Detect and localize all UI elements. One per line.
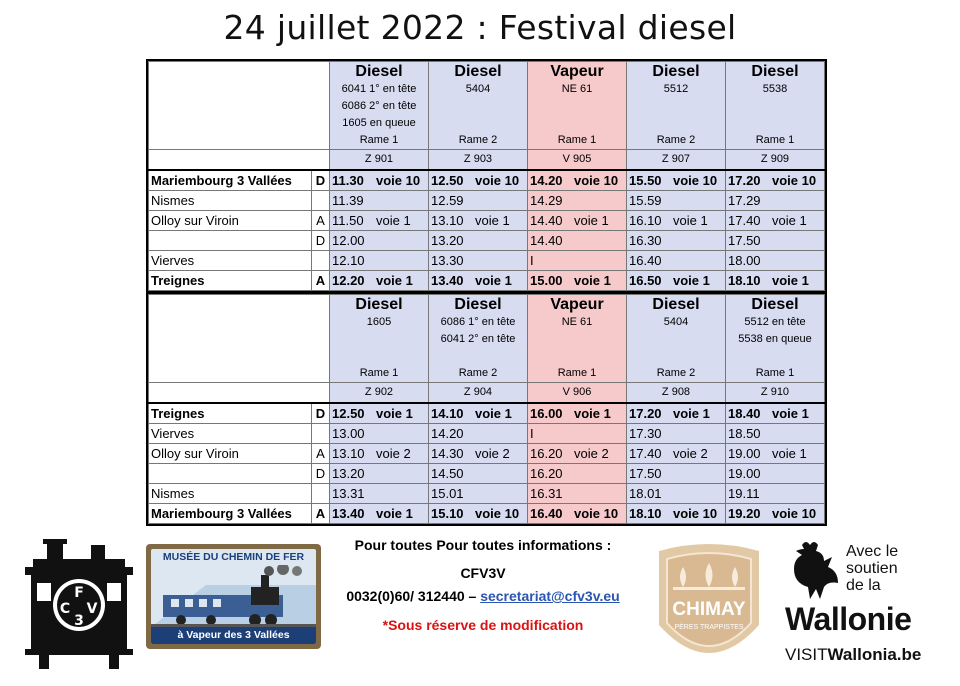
locomotive-icon (151, 565, 316, 627)
train-number: Z 910 (726, 383, 825, 404)
track-value: voie 1 (772, 273, 809, 288)
table-row (149, 271, 825, 291)
rame-label: Rame 2 (458, 134, 498, 146)
museum-logo-title: MUSÉE DU CHEMIN DE FER (162, 551, 305, 563)
time-value: 19.00 (728, 466, 761, 481)
schedule-cell (429, 170, 528, 191)
traction-type: Diesel (751, 63, 799, 80)
locomotive-detail: 1605 (366, 316, 392, 328)
time-value: 18.40 (728, 406, 761, 421)
time-value: 16.10 (629, 213, 662, 228)
locomotive-detail: 6086 1° en tête (440, 316, 516, 328)
schedule-cell (627, 170, 726, 191)
track-value: voie 1 (772, 406, 809, 421)
museum-logo-subtitle: à Vapeur des 3 Vallées (151, 627, 316, 644)
locomotive-detail (530, 98, 624, 115)
schedule-cell (429, 211, 528, 231)
schedule-cell (627, 424, 726, 444)
locomotive-detail (530, 331, 624, 348)
rame-label: Rame 2 (656, 134, 696, 146)
time-value: I (530, 253, 534, 268)
schedule-cell (528, 403, 627, 424)
train-number: V 906 (528, 383, 627, 404)
locomotive-detail: 6086 2° en tête (341, 100, 417, 112)
locomotive-detail (629, 115, 723, 132)
time-value: 12.50 (431, 173, 464, 188)
rame-label: Rame 1 (359, 134, 399, 146)
schedule-cell (330, 484, 429, 504)
schedule-cell (429, 251, 528, 271)
train-number: Z 908 (627, 383, 726, 404)
track-value: voie 1 (475, 213, 510, 228)
locomotive-detail: 5404 (465, 83, 491, 95)
station-name: Mariembourg 3 Vallées (149, 170, 312, 191)
chimay-subtitle: PÈRES TRAPPISTES (674, 624, 744, 631)
arrival-departure-flag (312, 251, 330, 271)
train-header (330, 62, 429, 150)
header-blank (149, 295, 330, 383)
time-value: 12.10 (332, 253, 365, 268)
locomotive-detail (728, 98, 822, 115)
schedule-cell (726, 231, 825, 251)
schedule-cell (627, 464, 726, 484)
train-header (528, 62, 627, 150)
train-number: Z 903 (429, 150, 528, 171)
table-row (149, 464, 825, 484)
locomotive-detail: 6041 1° en tête (341, 83, 417, 95)
track-value: voie 1 (376, 506, 413, 521)
locomotive-detail: 5404 (663, 316, 689, 328)
track-value: voie 10 (772, 506, 817, 521)
locomotive-detail (431, 98, 525, 115)
arrival-departure-flag (312, 191, 330, 211)
track-value: voie 1 (475, 406, 512, 421)
locomotive-detail (431, 115, 525, 132)
arrival-departure-flag: D (312, 231, 330, 251)
cfv3v-logo (25, 537, 133, 669)
schedule-cell (528, 191, 627, 211)
station-name (149, 231, 312, 251)
time-value: 17.30 (629, 426, 662, 441)
table-row (149, 231, 825, 251)
wallonie-support-text: Avec le soutien de la (846, 543, 899, 594)
schedule-cell (726, 403, 825, 424)
schedule-cell (429, 191, 528, 211)
info-heading: Pour toutes Pour toutes informations : (354, 537, 612, 553)
train-number: Z 901 (330, 150, 429, 171)
time-value: 14.10 (431, 406, 464, 421)
track-value: voie 1 (673, 273, 710, 288)
time-value: 16.50 (629, 273, 662, 288)
rame-label: Rame 1 (557, 367, 597, 379)
schedule-cell (627, 251, 726, 271)
arrival-departure-flag (312, 484, 330, 504)
time-value: 11.39 (332, 193, 364, 208)
chimay-logo (653, 541, 765, 668)
traction-type: Diesel (454, 296, 502, 313)
train-number: Z 907 (627, 150, 726, 171)
header-blank (149, 62, 330, 150)
time-value: 14.40 (530, 233, 563, 248)
schedule-cell (429, 464, 528, 484)
track-value: voie 1 (772, 446, 807, 461)
traction-type: Diesel (355, 63, 403, 80)
schedule-cell (528, 170, 627, 191)
locomotive-detail (629, 331, 723, 348)
time-value: 13.20 (431, 233, 464, 248)
track-value: voie 1 (475, 273, 512, 288)
track-value: voie 10 (673, 506, 718, 521)
rame-label: Rame 1 (359, 367, 399, 379)
org-name: CFV3V (460, 565, 506, 581)
traction-type: Diesel (652, 63, 700, 80)
arrival-departure-flag: A (312, 504, 330, 524)
time-value: 18.10 (629, 506, 662, 521)
locomotive-detail (629, 348, 723, 365)
email-link[interactable]: secretariat@cfv3v.eu (480, 588, 620, 604)
track-value: voie 2 (376, 446, 411, 461)
train-header (429, 295, 528, 383)
schedule-cell (528, 444, 627, 464)
traction-type: Diesel (652, 296, 700, 313)
time-value: 18.50 (728, 426, 761, 441)
arrival-departure-flag: A (312, 444, 330, 464)
schedule-cell (726, 191, 825, 211)
schedule-cell (330, 231, 429, 251)
schedule-cell (627, 444, 726, 464)
time-value: 14.20 (530, 173, 563, 188)
time-value: 13.40 (431, 273, 464, 288)
disclaimer-notice: *Sous réserve de modification (382, 617, 584, 633)
svg-text:F: F (74, 585, 84, 601)
schedule-cell (726, 170, 825, 191)
train-header (330, 295, 429, 383)
schedule-cell (528, 211, 627, 231)
wallonie-logo (778, 537, 958, 677)
time-value: 16.31 (530, 486, 563, 501)
schedule-cell (330, 464, 429, 484)
schedule-cell (330, 444, 429, 464)
schedule-cell (726, 211, 825, 231)
schedule-cell (330, 170, 429, 191)
track-value: voie 10 (574, 173, 619, 188)
schedule-cell (429, 231, 528, 251)
train-header (429, 62, 528, 150)
schedule-cell (429, 504, 528, 524)
table-row (149, 403, 825, 424)
schedule-cell (726, 504, 825, 524)
time-value: 18.00 (728, 253, 761, 268)
locomotive-detail: 1605 en queue (342, 117, 416, 129)
arrival-departure-flag: D (312, 170, 330, 191)
station-name: Vierves (149, 424, 312, 444)
track-value: voie 10 (376, 173, 421, 188)
train-header (528, 295, 627, 383)
track-value: voie 1 (673, 406, 710, 421)
train-header (627, 295, 726, 383)
time-value: 16.20 (530, 466, 563, 481)
rame-label: Rame 1 (755, 134, 795, 146)
time-value: 16.40 (530, 506, 563, 521)
station-name (149, 464, 312, 484)
schedule-cell (627, 484, 726, 504)
time-value: 17.29 (728, 193, 761, 208)
track-value: voie 10 (772, 173, 817, 188)
locomotive-detail (728, 115, 822, 132)
time-value: 15.01 (431, 486, 464, 501)
station-name: Nismes (149, 191, 312, 211)
time-value: 17.50 (728, 233, 761, 248)
time-value: 17.40 (629, 446, 662, 461)
track-value: voie 2 (475, 446, 510, 461)
time-value: 15.00 (530, 273, 563, 288)
time-value: 15.59 (629, 193, 662, 208)
locomotive-detail: 6041 2° en tête (440, 333, 516, 345)
time-value: 17.40 (728, 213, 761, 228)
time-value: 15.10 (431, 506, 464, 521)
locomotive-detail (431, 348, 525, 365)
arrival-departure-flag: D (312, 464, 330, 484)
station-name: Nismes (149, 484, 312, 504)
time-value: 13.31 (332, 486, 365, 501)
schedule-cell (726, 271, 825, 291)
track-value: voie 2 (574, 446, 609, 461)
contact-line (327, 588, 639, 604)
train-number: V 905 (528, 150, 627, 171)
rame-label: Rame 1 (557, 134, 597, 146)
schedule-cell (627, 211, 726, 231)
time-value: 16.30 (629, 233, 662, 248)
station-name: Treignes (149, 271, 312, 291)
svg-text:3: 3 (74, 613, 84, 629)
time-value: 18.10 (728, 273, 761, 288)
track-value: voie 10 (475, 173, 520, 188)
time-value: 16.40 (629, 253, 662, 268)
locomotive-detail: 5512 en tête (744, 316, 806, 328)
track-value: voie 1 (574, 406, 611, 421)
table-row (149, 484, 825, 504)
time-value: 14.30 (431, 446, 464, 461)
station-name: Olloy sur Viroin (149, 444, 312, 464)
contact-info (327, 537, 639, 633)
chimay-name: CHIMAY (672, 599, 746, 620)
locomotive-detail (530, 115, 624, 132)
locomotive-detail (629, 98, 723, 115)
track-value: voie 1 (574, 213, 609, 228)
schedule-cell (429, 403, 528, 424)
header-row (149, 295, 825, 383)
time-value: 19.00 (728, 446, 761, 461)
schedule-cell (330, 424, 429, 444)
time-value: 13.20 (332, 466, 365, 481)
locomotive-detail (530, 348, 624, 365)
time-value: 11.30 (332, 173, 364, 188)
track-value: voie 1 (376, 213, 411, 228)
station-name: Treignes (149, 403, 312, 424)
table-row (149, 191, 825, 211)
schedule-cell (429, 484, 528, 504)
schedule-cell (726, 424, 825, 444)
time-value: 17.50 (629, 466, 662, 481)
svg-text:C: C (59, 601, 71, 617)
schedule-cell (528, 424, 627, 444)
locomotive-detail: 5512 (663, 83, 689, 95)
arrival-departure-flag: A (312, 211, 330, 231)
schedule-cell (330, 403, 429, 424)
time-value: 12.00 (332, 233, 365, 248)
train-header (726, 295, 825, 383)
time-value: 12.50 (332, 406, 365, 421)
schedule-cell (330, 504, 429, 524)
traction-type: Vapeur (550, 296, 604, 313)
schedule-cell (528, 271, 627, 291)
locomotive-detail: 5538 en queue (738, 333, 812, 345)
museum-logo (146, 544, 321, 649)
rooster-icon (782, 539, 842, 601)
time-value: 14.40 (530, 213, 563, 228)
schedule-cell (330, 211, 429, 231)
rame-label: Rame 2 (458, 367, 498, 379)
schedule-cell (330, 271, 429, 291)
track-value: voie 1 (376, 406, 413, 421)
time-value: 12.20 (332, 273, 365, 288)
time-value: I (530, 426, 534, 441)
schedule-cell (726, 444, 825, 464)
rame-label: Rame 2 (656, 367, 696, 379)
track-value: voie 2 (673, 446, 708, 461)
schedule-cell (627, 271, 726, 291)
table-row (149, 424, 825, 444)
time-value: 11.50 (332, 213, 364, 228)
time-value: 16.00 (530, 406, 563, 421)
phone-number: 0032(0)60/ 312440 – (346, 588, 477, 604)
schedule-cell (726, 464, 825, 484)
train-header (726, 62, 825, 150)
traction-type: Diesel (454, 63, 502, 80)
arrival-departure-flag: A (312, 271, 330, 291)
schedule-cell (528, 464, 627, 484)
rame-label: Rame 1 (755, 367, 795, 379)
time-value: 13.30 (431, 253, 464, 268)
train-header (627, 62, 726, 150)
schedule-cell (627, 191, 726, 211)
train-number-blank (149, 383, 330, 404)
train-number: Z 902 (330, 383, 429, 404)
table-row (149, 444, 825, 464)
timetable-outbound (148, 61, 825, 291)
time-value: 18.01 (629, 486, 662, 501)
station-name: Mariembourg 3 Vallées (149, 504, 312, 524)
traction-type: Diesel (355, 296, 403, 313)
time-value: 14.50 (431, 466, 464, 481)
schedule-cell (528, 504, 627, 524)
schedule-cell (726, 484, 825, 504)
arrival-departure-flag: D (312, 403, 330, 424)
locomotive-detail (728, 348, 822, 365)
track-value: voie 1 (673, 213, 708, 228)
station-name: Vierves (149, 251, 312, 271)
track-value: voie 10 (574, 506, 619, 521)
schedule-cell (726, 251, 825, 271)
locomotive-detail: 5538 (762, 83, 788, 95)
locomotive-detail: NE 61 (561, 316, 593, 328)
schedule-cell (627, 231, 726, 251)
locomotive-detail (332, 331, 426, 348)
schedule-cell (627, 403, 726, 424)
traction-type: Vapeur (550, 63, 604, 80)
table-row (149, 211, 825, 231)
time-value: 19.11 (728, 486, 760, 501)
time-value: 15.50 (629, 173, 662, 188)
time-value: 17.20 (629, 406, 662, 421)
schedule-cell (330, 251, 429, 271)
schedule-cell (429, 444, 528, 464)
schedule-cell (627, 504, 726, 524)
traction-type: Diesel (751, 296, 799, 313)
track-value: voie 1 (772, 213, 807, 228)
track-value: voie 10 (475, 506, 520, 521)
table-row (149, 170, 825, 191)
train-number: Z 909 (726, 150, 825, 171)
arrival-departure-flag (312, 424, 330, 444)
time-value: 14.20 (431, 426, 464, 441)
time-value: 16.20 (530, 446, 563, 461)
time-value: 19.20 (728, 506, 761, 521)
time-value: 14.29 (530, 193, 563, 208)
time-value: 13.00 (332, 426, 365, 441)
wallonie-name: Wallonie (785, 601, 912, 637)
schedule-cell (429, 424, 528, 444)
station-name: Olloy sur Viroin (149, 211, 312, 231)
visit-wallonia: VISITWallonia.be (785, 645, 922, 664)
header-row (149, 62, 825, 150)
table-row (149, 251, 825, 271)
locomotive-detail: NE 61 (561, 83, 593, 95)
page-title: 24 juillet 2022 : Festival diesel (223, 8, 737, 47)
schedule-cell (528, 231, 627, 251)
track-value: voie 1 (574, 273, 611, 288)
table-row (149, 504, 825, 524)
schedule-cell (528, 251, 627, 271)
time-value: 13.10 (332, 446, 365, 461)
locomotive-detail (332, 348, 426, 365)
time-value: 13.40 (332, 506, 365, 521)
timetable-return (148, 294, 825, 524)
time-value: 13.10 (431, 213, 464, 228)
train-number: Z 904 (429, 383, 528, 404)
schedule-cell (330, 191, 429, 211)
time-value: 17.20 (728, 173, 761, 188)
track-value: voie 10 (673, 173, 718, 188)
svg-text:V: V (86, 601, 98, 617)
track-value: voie 1 (376, 273, 413, 288)
schedule-cell (429, 271, 528, 291)
train-number-blank (149, 150, 330, 171)
train-number-row (149, 150, 825, 171)
time-value: 12.59 (431, 193, 464, 208)
train-number-row (149, 383, 825, 404)
schedule-cell (528, 484, 627, 504)
